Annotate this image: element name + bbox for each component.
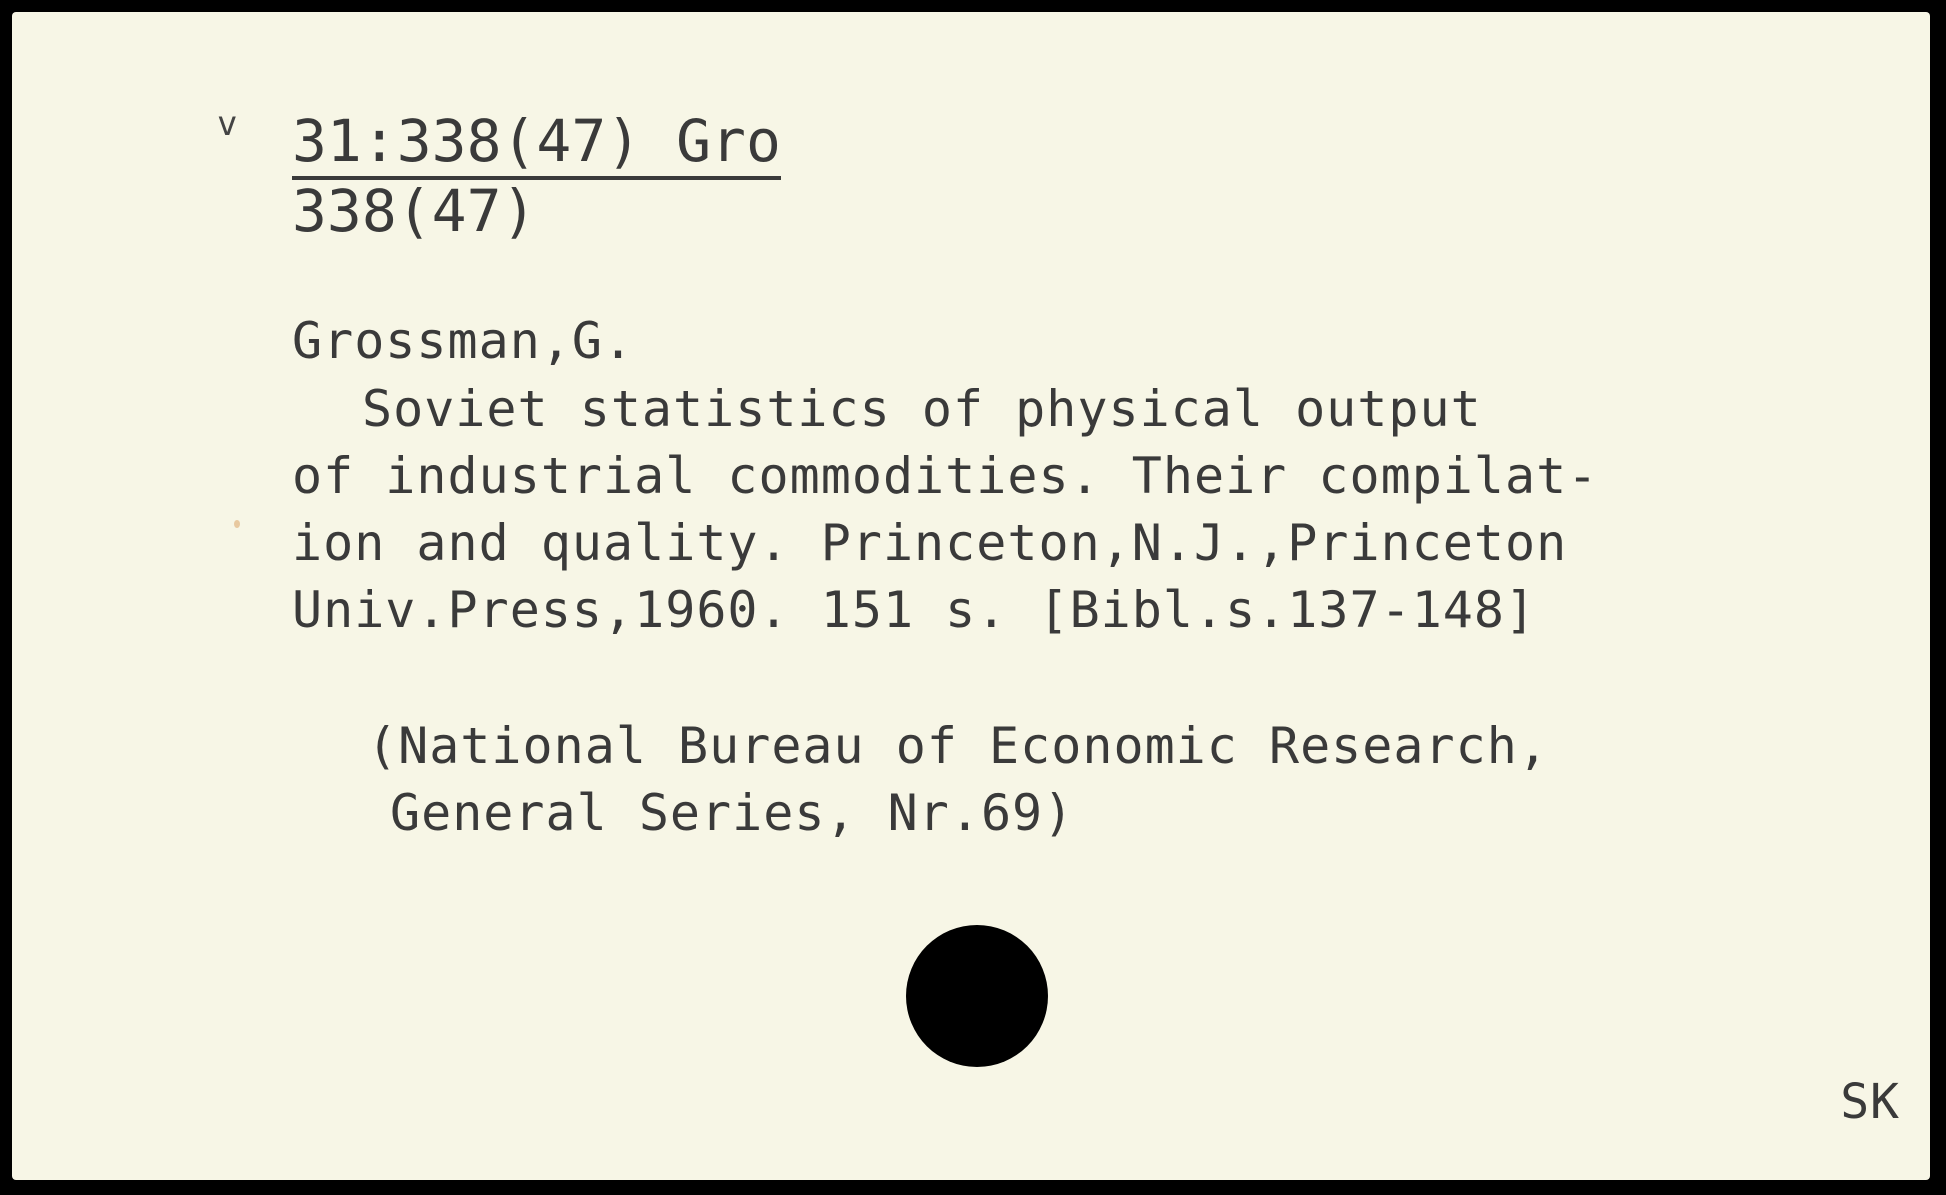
punch-hole <box>906 925 1048 1067</box>
series-line: General Series, Nr.69) <box>390 784 1075 842</box>
description-line: Soviet statistics of physical output <box>362 380 1482 438</box>
description-line: of industrial commodities. Their compilat- <box>292 447 1599 505</box>
description-line: Univ.Press,1960. 151 s. [Bibl.s.137-148] <box>292 581 1537 639</box>
call-number-secondary: 338(47) <box>292 177 537 245</box>
call-number-primary: 31:338(47) Gro <box>292 110 781 180</box>
author: Grossman,G. <box>292 312 635 370</box>
check-mark: v <box>217 104 239 144</box>
paper-speck <box>234 520 240 528</box>
series-line: (National Bureau of Economic Research, <box>367 717 1549 775</box>
description-line: ion and quality. Princeton,N.J.,Princeton <box>292 514 1568 572</box>
corner-mark: SK <box>1840 1074 1900 1130</box>
catalog-card <box>12 12 1930 1180</box>
